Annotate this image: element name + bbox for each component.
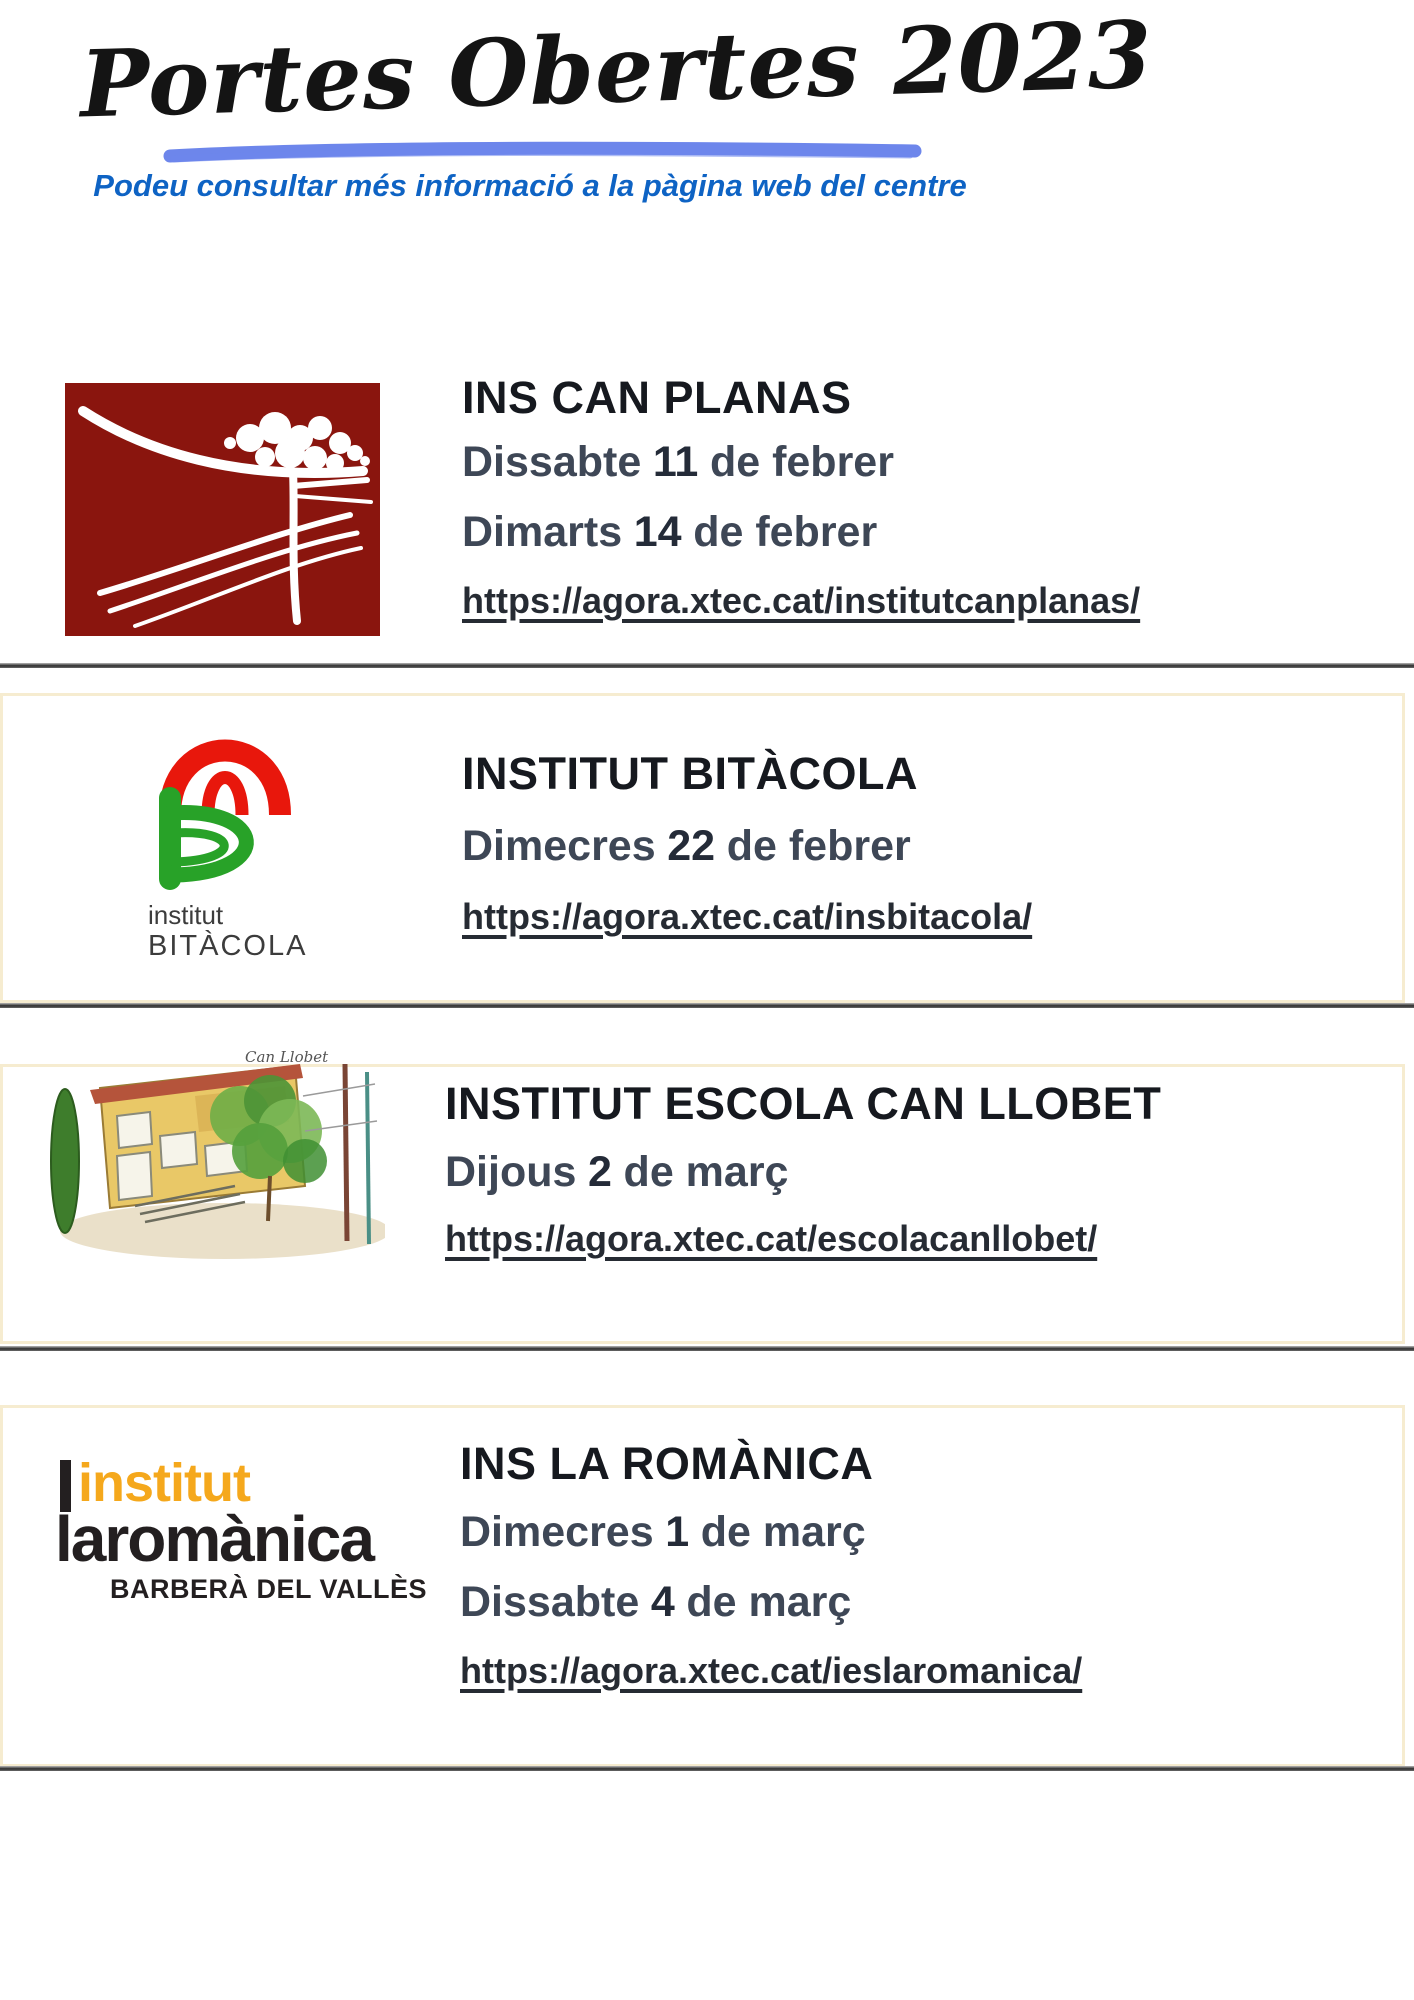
- section-divider: [0, 1766, 1414, 1771]
- school-name: INS LA ROMÀNICA: [460, 1438, 874, 1489]
- page-title: Portes Obertes 2023: [78, 0, 1155, 139]
- can-planas-tree-icon: [65, 383, 380, 636]
- date-weekday: Dimarts: [462, 508, 623, 556]
- section-divider: [0, 663, 1414, 668]
- title-marker-underline: [160, 138, 930, 168]
- date-day: 22: [667, 822, 716, 870]
- section-divider: [0, 1346, 1414, 1351]
- date-weekday: Dijous: [445, 1148, 577, 1196]
- date-rest: de febrer: [726, 822, 911, 870]
- can-llobet-illustration: [45, 1036, 385, 1264]
- section-can-llobet-title: [445, 1078, 1161, 1130]
- la-romanica-logo-laromanica: laromànica: [55, 1503, 373, 1575]
- school-link[interactable]: https://agora.xtec.cat/escolacanllobet/: [445, 1218, 1098, 1259]
- section-bitacola-title: [462, 748, 918, 800]
- can-llobet-illustration-caption: Can Llobet: [245, 1048, 329, 1066]
- la-romanica-logo-barbera: BARBERÀ DEL VALLÈS: [109, 1574, 427, 1604]
- page-subtitle: Podeu consultar més informació a la pàgina web del centre: [93, 168, 967, 203]
- bitacola-caption-bitacola: BITÀCOLA: [148, 930, 308, 962]
- section-la-romanica-title: [460, 1438, 873, 1490]
- school-link[interactable]: https://agora.xtec.cat/institutcanplanas/: [462, 580, 1141, 621]
- can-planas-logo: [65, 383, 380, 636]
- date-day: 1: [665, 1508, 690, 1556]
- bitacola-logo: [140, 703, 310, 893]
- date-weekday: Dimecres: [462, 822, 656, 870]
- date-weekday: Dissabte: [460, 1578, 640, 1626]
- date-line: [462, 508, 877, 557]
- school-name: INS CAN PLANAS: [462, 372, 852, 423]
- date-day: 11: [652, 438, 699, 486]
- la-romanica-logo-institut: institut: [78, 1453, 250, 1513]
- school-link[interactable]: https://agora.xtec.cat/insbitacola/: [462, 896, 1033, 937]
- bitacola-caption-institut: institut: [148, 900, 224, 930]
- date-rest: de febrer: [709, 438, 894, 486]
- date-rest: de febrer: [693, 508, 878, 556]
- date-weekday: Dimecres: [460, 1508, 654, 1556]
- section-divider: [0, 1003, 1414, 1008]
- date-line: [445, 1148, 788, 1197]
- school-name: INSTITUT ESCOLA CAN LLOBET: [445, 1078, 1162, 1129]
- date-day: 4: [650, 1578, 675, 1626]
- date-line: [462, 438, 894, 487]
- date-day: 2: [588, 1148, 612, 1196]
- school-link[interactable]: https://agora.xtec.cat/ieslaromanica/: [460, 1650, 1083, 1691]
- school-name: INSTITUT BITÀCOLA: [462, 748, 918, 799]
- date-line: [462, 822, 911, 871]
- section-can-planas-title: [462, 372, 852, 424]
- date-line: [460, 1578, 851, 1627]
- date-day: 14: [633, 508, 682, 556]
- date-rest: de març: [623, 1148, 789, 1196]
- date-rest: de març: [700, 1508, 866, 1556]
- date-weekday: Dissabte: [462, 438, 642, 486]
- date-rest: de març: [686, 1578, 852, 1626]
- date-line: [460, 1508, 866, 1557]
